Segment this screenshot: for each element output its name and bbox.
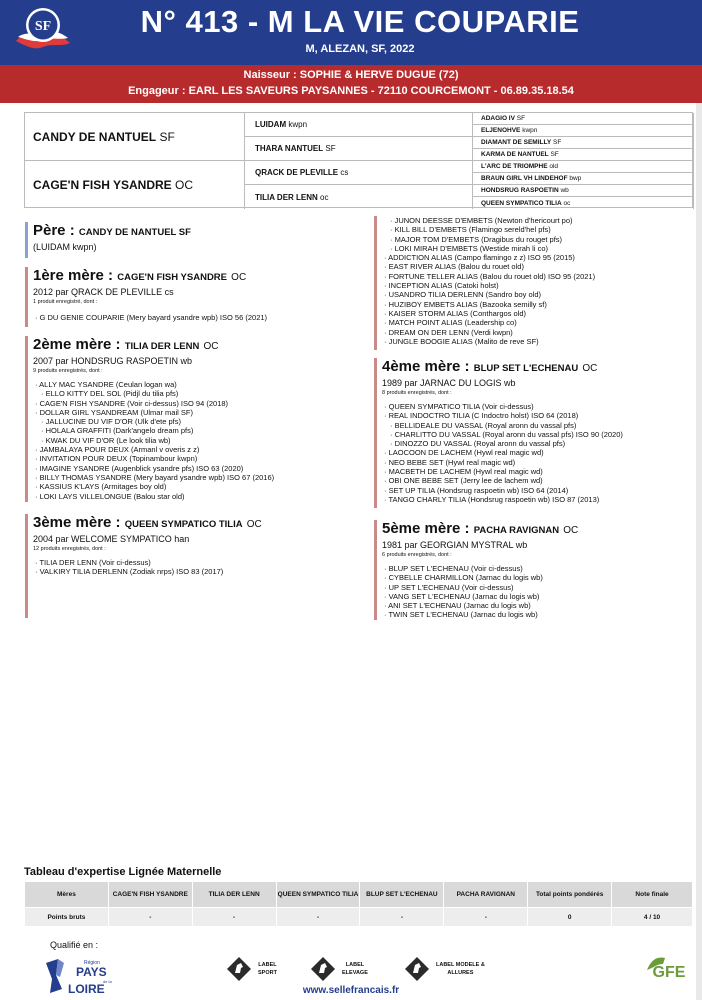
label-sport <box>226 953 277 985</box>
label-text: LABEL ELEVAGE <box>342 962 368 976</box>
list-item: · MAJOR TOM D'EMBETS (Dragibus du rouget pfs) <box>382 235 694 244</box>
mother-line: 2004 par WELCOME SYMPATICO han <box>33 534 190 544</box>
table-header: CAGE'N FISH YSANDRE <box>108 882 192 908</box>
table-row <box>25 908 693 927</box>
mother-title: 3ème mère : QUEEN SYMPATICO TILIA OC <box>33 514 262 531</box>
list-item: · NEO BEBE SET (Hywl real magic wd) <box>382 458 694 467</box>
svg-text:PAYS: PAYS <box>76 965 107 979</box>
list-item: · FORTUNE TELLER ALIAS (Balou du rouet old) ISO 95 (2021) <box>382 272 694 281</box>
table-cell: - <box>360 908 444 927</box>
pedigree-sire: CANDY DE NANTUEL SF <box>25 113 245 161</box>
mother-title: 5ème mère : PACHA RAVIGNAN OC <box>382 520 579 537</box>
mother-3-section <box>25 514 365 577</box>
list-item: · DINOZZO DU VASSAL (Royal aronn du vassal pfs) <box>382 439 694 448</box>
section-bar <box>374 358 377 508</box>
pedigree-gen2: THARA NANTUEL SF <box>245 137 473 161</box>
list-item: · LOKI LAYS VILLELONGUE (Balou star old) <box>33 492 365 501</box>
list-item: · G DU GENIE COUPARIE (Mery bayard ysandre wpb) ISO 56 (2021) <box>33 313 365 322</box>
table-header: Total points pondérés <box>528 882 612 908</box>
sf-logo-icon <box>12 3 74 57</box>
mother-line: 1981 par GEORGIAN MYSTRAL wb <box>382 540 528 550</box>
list-item: · ELLO KITTY DEL SOL (Pidjl du tilia pfs) <box>33 389 365 398</box>
list-item: · KAISER STORM ALIAS (Conthargos old) <box>382 309 694 318</box>
list-item: · KWAK DU VIF D'OR (Le look tilia wb) <box>33 436 365 445</box>
pedigree-gen2: TILIA DER LENN oc <box>245 185 473 209</box>
mother-title: 4ème mère : BLUP SET L'ECHENAU OC <box>382 358 598 375</box>
svg-text:GFE: GFE <box>652 964 686 980</box>
gfe-logo-icon <box>645 950 693 980</box>
list-item: · VALKIRY TILIA DERLENN (Zodiak nrps) ISO 83 (2017) <box>33 567 365 576</box>
progeny-list <box>33 380 365 501</box>
mother-title: 2ème mère : TILIA DER LENN OC <box>33 336 219 353</box>
progeny-list <box>382 564 694 620</box>
pedigree-gen3: HONDSRUG RASPOETIN wb <box>473 185 694 197</box>
table-header: BLUP SET L'ECHENAU <box>360 882 444 908</box>
pedigree-gen2: LUIDAM kwpn <box>245 113 473 137</box>
list-item: · BLUP SET L'ECHENAU (Voir ci-dessus) <box>382 564 694 573</box>
list-item: · HUZIBOY EMBETS ALIAS (Bazooka semilly sf) <box>382 300 694 309</box>
horse-head-icon <box>226 956 252 982</box>
list-item: · LAOCOON DE LACHEM (Hywl real magic wd) <box>382 448 694 457</box>
table-header: Mères <box>25 882 109 908</box>
horse-head-icon <box>404 956 430 982</box>
qualified-label: Qualifié en : <box>50 940 99 950</box>
list-item: · ADDICTION ALIAS (Campo flamingo z z) ISO 95 (2015) <box>382 253 694 262</box>
pedigree-dam: CAGE'N FISH YSANDRE OC <box>25 161 245 209</box>
table-cell: - <box>108 908 192 927</box>
list-item: · TILIA DER LENN (Voir ci-dessus) <box>33 558 365 567</box>
list-item: · OBI ONE BEBE SET (Jerry lee de lachem wd) <box>382 476 694 485</box>
table-header: PACHA RAVIGNAN <box>444 882 528 908</box>
table-header-row <box>25 882 693 908</box>
table-cell: 4 / 10 <box>612 908 693 927</box>
list-item: · REAL INDOCTRO TILIA (C Indoctro holst) ISO 64 (2018) <box>382 411 694 420</box>
list-item: · TWIN SET L'ECHENAU (Jarnac du logis wb) <box>382 610 694 619</box>
label-text: LABEL SPORT <box>258 962 277 976</box>
pere-section <box>25 222 355 253</box>
progeny-count: 6 produits enregistrés, dont : <box>382 552 452 558</box>
page-edge <box>696 0 702 1000</box>
label-elevage <box>310 953 368 985</box>
list-item: · INCEPTION ALIAS (Catoki holst) <box>382 281 694 290</box>
list-item: · CYBELLE CHARMILLON (Jarnac du logis wb) <box>382 573 694 582</box>
pere-title: Père : CANDY DE NANTUEL SF <box>33 222 191 239</box>
expertise-table <box>24 881 693 927</box>
svg-text:LOIRE: LOIRE <box>68 982 105 995</box>
list-item: · BELLIDEALE DU VASSAL (Royal aronn du vassal pfs) <box>382 421 694 430</box>
mother-line: 2012 par QRACK DE PLEVILLE cs <box>33 287 174 297</box>
pedigree-gen3: KARMA DE NANTUEL SF <box>473 149 694 161</box>
progeny-list <box>382 402 694 504</box>
label-text: LABEL MODELE & ALLURES <box>436 962 485 976</box>
mother-3-continued <box>374 216 694 346</box>
section-bar <box>25 222 28 258</box>
list-item: · JUNGLE BOOGIE ALIAS (Malito de reve SF) <box>382 337 694 346</box>
mother-line: 2007 par HONDSRUG RASPOETIN wb <box>33 356 193 366</box>
pedigree-gen3: BRAUN GIRL VH LINDEHOF bwp <box>473 173 694 185</box>
pedigree-gen3: L'ARC DE TRIOMPHE old <box>473 161 694 173</box>
pedigree-gen2: QRACK DE PLEVILLE cs <box>245 161 473 185</box>
svg-text:de la: de la <box>103 979 112 984</box>
list-item: · DOLLAR GIRL YSANDREAM (Ulmar mail SF) <box>33 408 365 417</box>
section-bar <box>25 336 28 502</box>
mother-line: 1989 par JARNAC DU LOGIS wb <box>382 378 516 388</box>
table-cell: - <box>276 908 360 927</box>
table-cell: 0 <box>528 908 612 927</box>
list-item: · UP SET L'ECHENAU (Voir ci-dessus) <box>382 583 694 592</box>
mother-1-section <box>25 267 365 322</box>
list-item: · JAMBALAYA POUR DEUX (Armanl v overis z z) <box>33 445 365 454</box>
list-item: · TANGO CHARLY TILIA (Hondsrug raspoetin wb) ISO 87 (2013) <box>382 495 694 504</box>
list-item: · CAGE'N FISH YSANDRE (Voir ci-dessus) ISO 94 (2018) <box>33 399 365 408</box>
list-item: · CHARLITTO DU VASSAL (Royal aronn du vassal pfs) ISO 90 (2020) <box>382 430 694 439</box>
list-item: · QUEEN SYMPATICO TILIA (Voir ci-dessus) <box>382 402 694 411</box>
pedigree-gen3: QUEEN SYMPATICO TILIA oc <box>473 197 694 209</box>
list-item: · HOLALA GRAFFITI (Dark'angelo dream pfs) <box>33 426 365 435</box>
pere-sire: (LUIDAM kwpn) <box>33 242 97 252</box>
list-item: · BILLY THOMAS YSANDRE (Mery bayard ysandre wpb) ISO 67 (2016) <box>33 473 365 482</box>
pedigree-gen3: DIAMANT DE SEMILLY SF <box>473 137 694 149</box>
expertise-title: Tableau d'expertise Lignée Maternelle <box>24 866 222 878</box>
list-item: · EAST RIVER ALIAS (Balou du rouet old) <box>382 262 694 271</box>
list-item: · MACBETH DE LACHEM (Hywl real magic wd) <box>382 467 694 476</box>
breeder-line: Naisseur : SOPHIE & HERVE DUGUE (72) <box>243 69 459 81</box>
list-item: · IMAGINE YSANDRE (Augenblick ysandre pfs) ISO 63 (2020) <box>33 464 365 473</box>
svg-text:Région: Région <box>84 960 100 966</box>
pedigree-gen3: ADAGIO IV SF <box>473 113 694 125</box>
section-bar <box>374 520 377 620</box>
list-item: · ALLY MAC YSANDRE (Ceulan logan wa) <box>33 380 365 389</box>
list-item: · JALLUCINE DU VIF D'OR (Ulk d'ete pfs) <box>33 417 365 426</box>
table-header: TILIA DER LENN <box>192 882 276 908</box>
table-cell: Points bruts <box>25 908 109 927</box>
list-item: · DREAM ON DER LENN (Verdi kwpn) <box>382 328 694 337</box>
section-bar <box>374 216 377 350</box>
list-item: · KILL BILL D'EMBETS (Flamingo sereld'hel pfs) <box>382 225 694 234</box>
table-cell: - <box>192 908 276 927</box>
svg-text:SF: SF <box>34 19 52 34</box>
list-item: · INVITATION POUR DEUX (Topinambour kwpn) <box>33 454 365 463</box>
mother-4-section <box>374 358 694 504</box>
progeny-count: 8 produits enregistrés, dont : <box>382 390 452 396</box>
list-item: · MATCH POINT ALIAS (Leadership co) <box>382 318 694 327</box>
section-bar <box>25 514 28 618</box>
engager-line: Engageur : EARL LES SAVEURS PAYSANNES - 72110 COURCEMONT - 06.89.35.18.54 <box>128 85 574 97</box>
section-bar <box>25 267 28 327</box>
page-title: N° 413 - M LA VIE COUPARIE <box>140 4 580 39</box>
pedigree-table <box>24 112 693 208</box>
table-header: Note finale <box>612 882 693 908</box>
list-item: · USANDRO TILIA DERLENN (Sandro boy old) <box>382 290 694 299</box>
progeny-list <box>382 216 694 346</box>
website-link[interactable]: www.sellefrancais.fr <box>302 985 400 996</box>
mother-title: 1ère mère : CAGE'N FISH YSANDRE OC <box>33 267 247 284</box>
list-item: · SET UP TILIA (Hondsrug raspoetin wb) ISO 64 (2014) <box>382 486 694 495</box>
list-item: · VANG SET L'ECHENAU (Jarnac du logis wb) <box>382 592 694 601</box>
mother-2-section <box>25 336 365 501</box>
list-item: · KASSIUS K'LAYS (Armitages boy old) <box>33 482 365 491</box>
table-cell: - <box>444 908 528 927</box>
pedigree-gen3: ELJENOHVE kwpn <box>473 125 694 137</box>
progeny-count: 9 produits enregistrés, dont : <box>33 368 103 374</box>
horse-head-icon <box>310 956 336 982</box>
mother-5-section <box>374 520 694 620</box>
progeny-count: 1 produit enregistré, dont : <box>33 299 98 305</box>
list-item: · LOKI MIRAH D'EMBETS (Westide mirah li co) <box>382 244 694 253</box>
list-item: · ANI SET L'ECHENAU (Jarnac du logis wb) <box>382 601 694 610</box>
label-modele-allures <box>404 953 485 985</box>
progeny-count: 12 produits enregistrés, dont : <box>33 546 106 552</box>
progeny-list <box>33 558 365 577</box>
progeny-list <box>33 313 365 322</box>
list-item: · JUNON DEESSE D'EMBETS (Newton d'hericourt po) <box>382 216 694 225</box>
horse-description: M, ALEZAN, SF, 2022 <box>305 43 415 55</box>
table-header: QUEEN SYMPATICO TILIA <box>276 882 360 908</box>
